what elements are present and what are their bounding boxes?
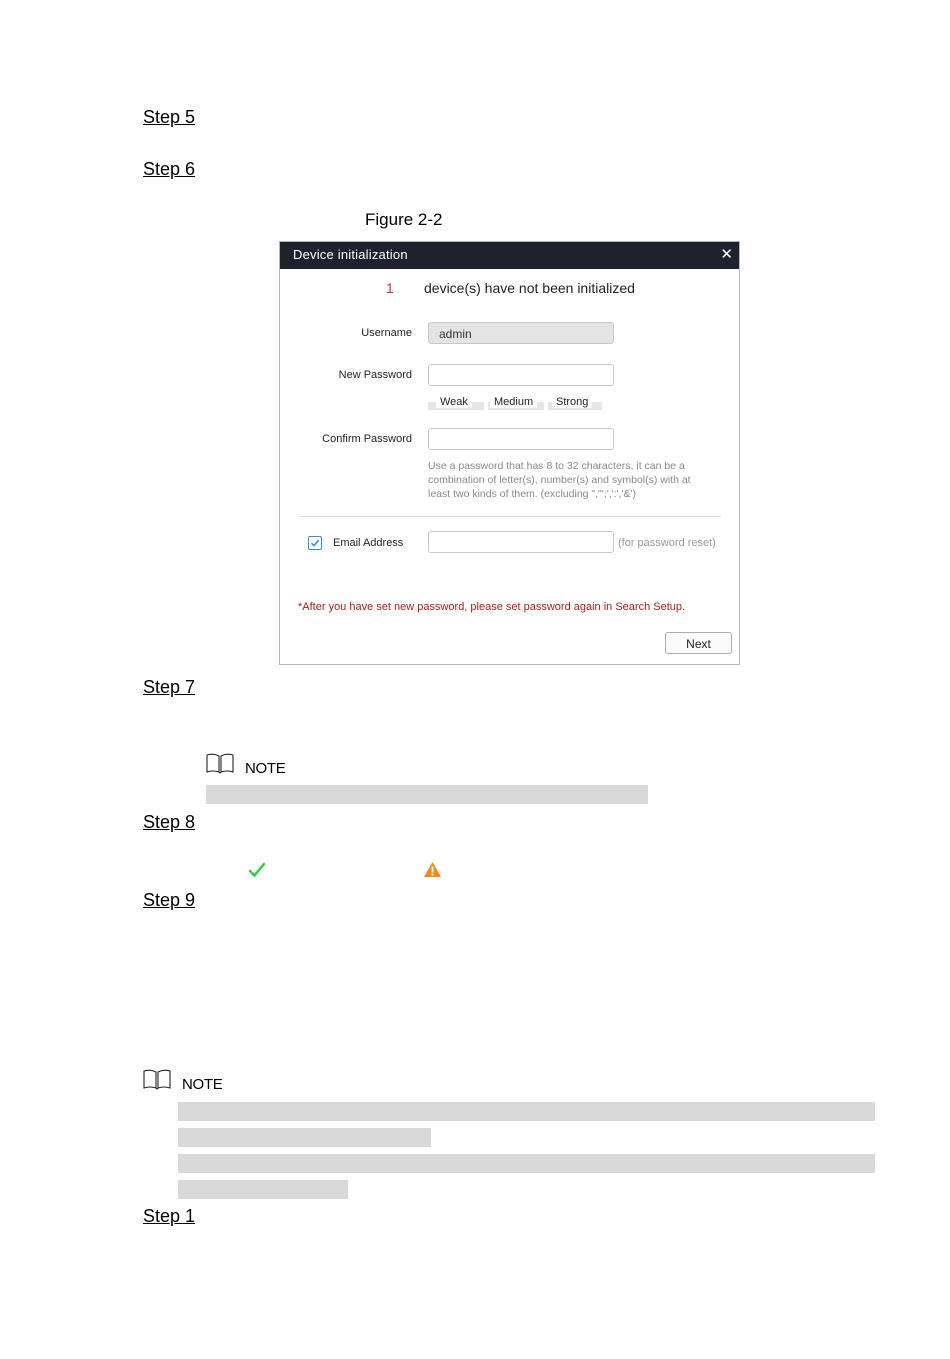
step-9-label: Step 9 [143, 890, 196, 910]
step-1-label: Step 1 [143, 1206, 196, 1226]
checkmark-icon [310, 538, 320, 548]
note-label-2: NOTE [182, 1076, 223, 1093]
next-button[interactable]: Next [665, 632, 732, 654]
confirm-password-label: Confirm Password [322, 433, 412, 445]
username-value: admin [439, 327, 472, 341]
username-field [428, 322, 614, 344]
step-7-label: Step 7 [143, 677, 196, 697]
step-8-label: Step 8 [143, 812, 196, 832]
strength-medium-label: Medium [490, 396, 537, 408]
step-5-label: Step 5 [143, 107, 196, 127]
uninitialized-count: 1 [386, 280, 394, 296]
note-label-1: NOTE [245, 760, 286, 777]
strength-weak-label: Weak [436, 396, 472, 408]
dialog-title-bar [280, 242, 739, 269]
note-text-placeholder-2b [178, 1128, 431, 1147]
dialog-divider [298, 516, 721, 517]
book-icon [205, 752, 235, 781]
book-icon-2 [142, 1068, 172, 1097]
password-warning: *After you have set new password, please set password again in Search Setup. [298, 601, 686, 613]
note-text-placeholder-2c [178, 1154, 875, 1173]
username-label: Username [361, 327, 412, 339]
uninitialized-text: device(s) have not been initialized [424, 280, 635, 296]
password-hint: Use a password that has 8 to 32 characters, it can be a combination of letter(s), number(s) and symbol(s) with at least two kinds of them. (excluding ","';',':','&') [428, 460, 691, 500]
new-password-field[interactable] [428, 364, 614, 386]
strength-strong-label: Strong [552, 396, 592, 408]
success-check-icon [248, 862, 266, 883]
email-address-field[interactable] [428, 531, 614, 553]
email-checkbox[interactable] [308, 536, 322, 550]
device-initialization-dialog [279, 241, 740, 665]
note-text-placeholder-2d [178, 1180, 348, 1199]
note-text-placeholder-2a [178, 1102, 875, 1121]
warning-triangle-icon [423, 861, 442, 883]
email-reset-hint: (for password reset) [618, 537, 716, 549]
figure-caption: Figure 2-2 [365, 210, 443, 229]
confirm-password-field[interactable] [428, 428, 614, 450]
new-password-label: New Password [338, 369, 412, 381]
dialog-title: Device initialization [293, 247, 408, 262]
email-address-label: Email Address [333, 537, 404, 549]
note-text-placeholder-1 [206, 785, 648, 804]
step-6-label: Step 6 [143, 159, 196, 179]
password-strength-meter [428, 396, 602, 410]
close-icon[interactable]: ✕ [720, 246, 733, 263]
